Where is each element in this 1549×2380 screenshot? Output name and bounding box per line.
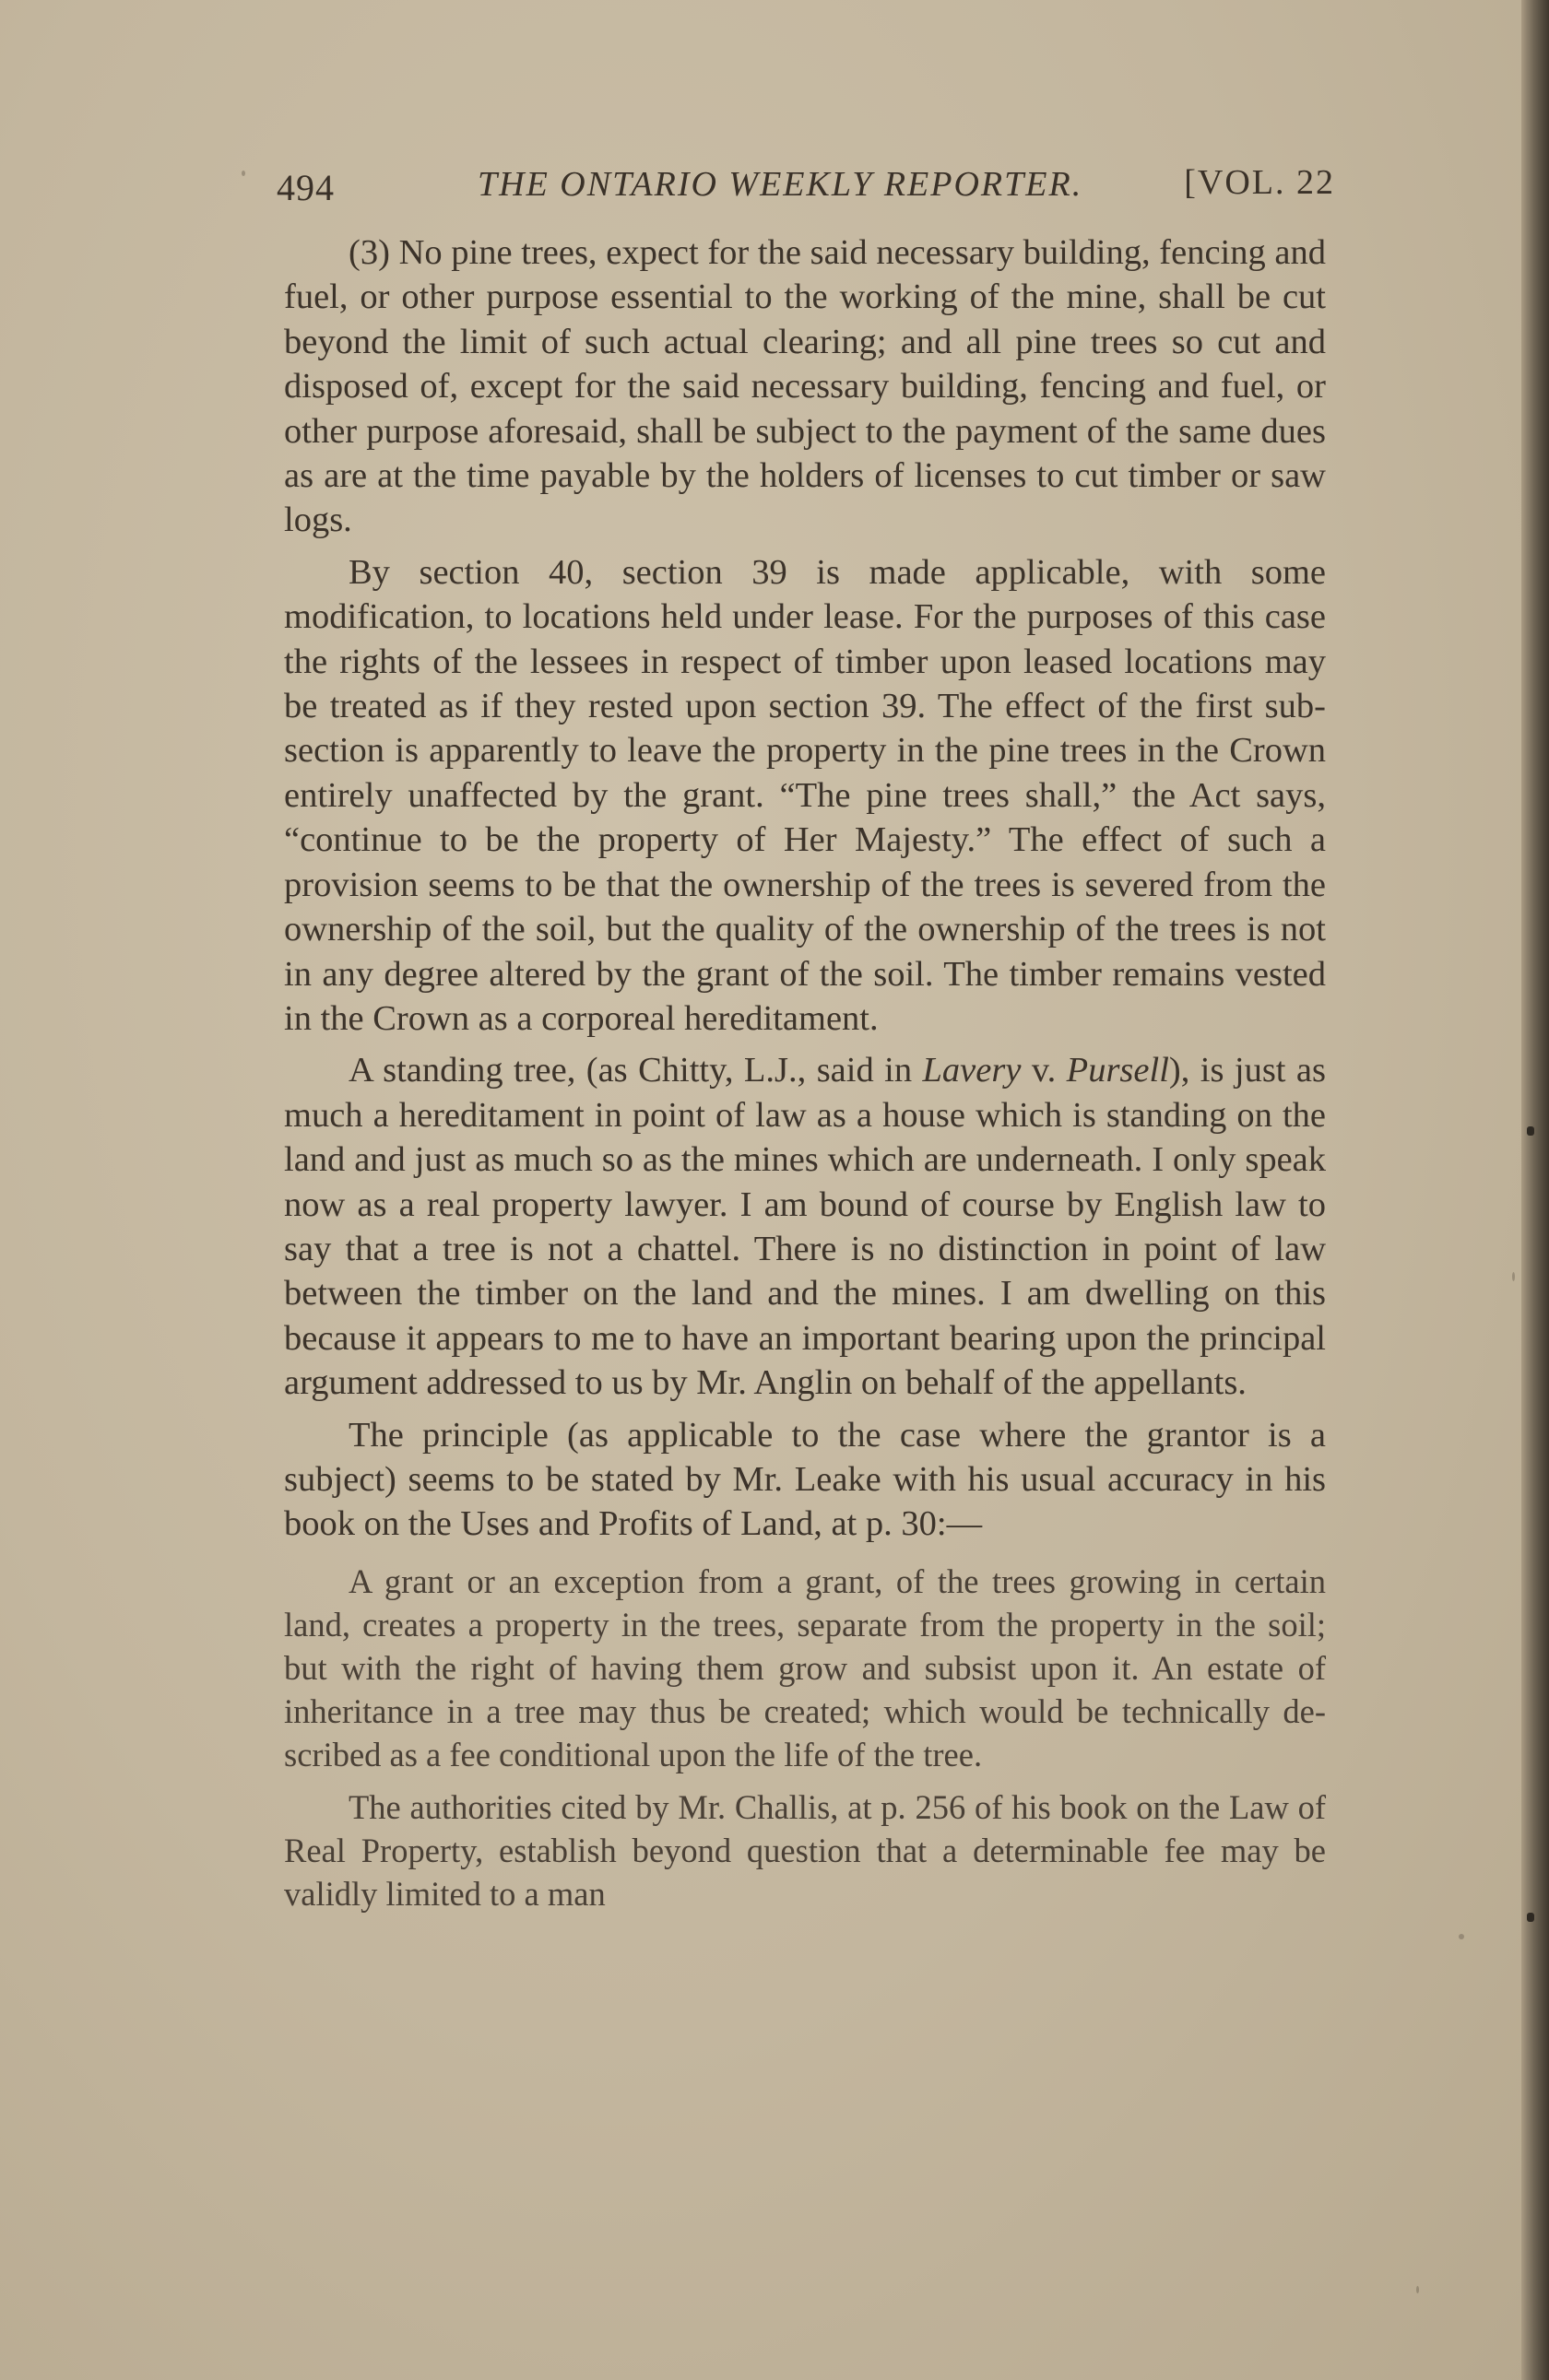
page-number: 494 bbox=[277, 167, 335, 208]
paragraph-section-3: (3) No pine trees, expect for the said necessary building, fencing and fuel, or other purpose essential to the working of the mine, shall be cut beyond the limit of such actual clearing; and all pine trees so cut and disposed of, except for the said necessary building, fencing and fuel, or other purpose aforesaid, shall be subject to the payment of the same dues as are at the time payable by the holders of licenses to cut timber or saw logs. bbox=[284, 233, 1326, 540]
edge-mark bbox=[1527, 1913, 1534, 1922]
paragraph-section-40: By section 40, section 39 is made applicable, with some modification, to locations held under lease. For the purposes of this case the rights of the lessees in respect of timber upon leased locations may be treated as if they rested upon section 39. The effect of the first sub-section is apparently to leave the property in the pine trees in the Crown entirely unaffected by the grant. “The pine trees shall,” the Act says, “continue to be the property of Her Majesty.” The effect of such a provision seems to be that the ownership of the trees is severed from the ownership of the soil, but the quality of the ownership of the trees is not in any degree altered by the grant of the soil. The timber remains vested in the Crown as a corporeal hereditament. bbox=[284, 552, 1326, 1038]
body-text bbox=[284, 230, 1326, 1923]
page-header bbox=[277, 157, 1335, 212]
volume-label: [VOL. 22 bbox=[1184, 163, 1335, 202]
paper-speck bbox=[1416, 2286, 1419, 2293]
paragraph-standing-tree bbox=[284, 1048, 1326, 1405]
paper-speck bbox=[1512, 1272, 1515, 1281]
paragraph-text: v. bbox=[1021, 1051, 1067, 1090]
paper-speck bbox=[1459, 1934, 1464, 1939]
edge-mark bbox=[1527, 1126, 1534, 1136]
paragraph-text: ), is just as much a hereditament in point of law as a house which is standing on the land and just as much so as the mines which are underneath. I only speak now as a real property lawyer. I am bound of course by English law to say that a tree is not a chattel. There is no distinction in point of law between the timber on the land and the mines. I am dwelling on this because it appears to me to have an important bearing upon the principal argument addressed to us by Mr. Anglin on behalf of the appellants. bbox=[284, 1051, 1326, 1403]
paragraph-principle: The principle (as applicable to the case where the grantor is a subject) seems to be stated by Mr. Leake with his usual accuracy in his book on the Uses and Profits of Land, at p. 30:— bbox=[284, 1415, 1326, 1544]
paragraph-text: A standing tree, (as Chitty, L.J., said in bbox=[349, 1051, 923, 1090]
case-name: Lavery bbox=[922, 1051, 1022, 1090]
page-binding-edge bbox=[1521, 0, 1549, 2380]
paper-speck bbox=[242, 171, 245, 176]
case-name: Pursell bbox=[1066, 1051, 1169, 1090]
paragraph-challis: The authorities cited by Mr. Challis, at p. 256 of his book on the Law of Real Property, establish beyond question that a determinable fee may be validly limited to a man bbox=[284, 1787, 1326, 1913]
block-quote-leake: A grant or an exception from a grant, of the trees growing in certain land, creates a property in the trees, separate from the property in the soil; but with the right of having them grow and subsist upon it. An estate of inheritance in a tree may thus be created; which would be technically described as a fee conditional upon the life of the tree. bbox=[284, 1561, 1326, 1773]
running-title: THE ONTARIO WEEKLY REPORTER. bbox=[478, 165, 1083, 204]
